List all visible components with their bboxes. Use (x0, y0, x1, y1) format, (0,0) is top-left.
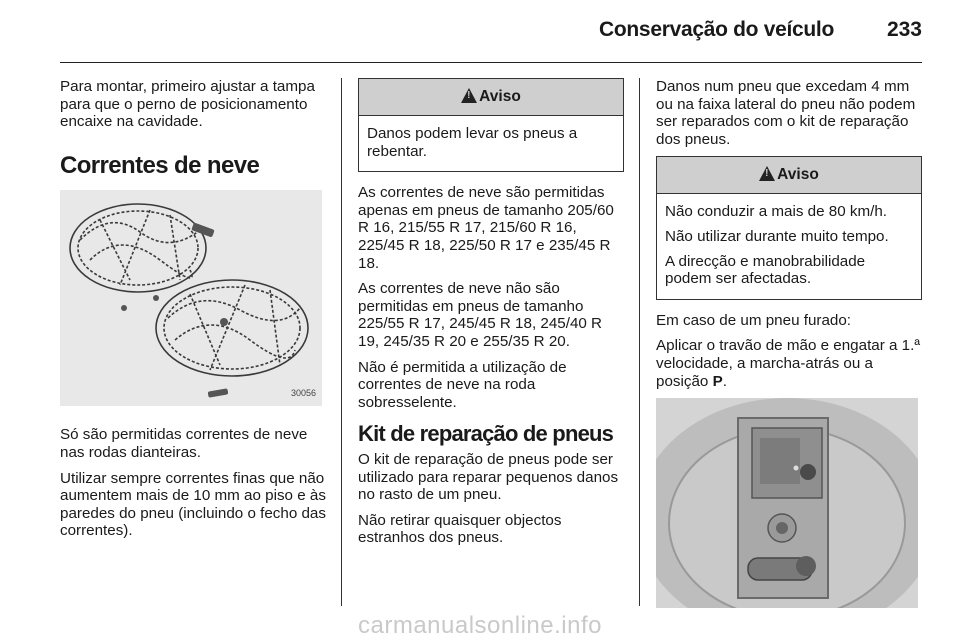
paragraph: Utilizar sempre correntes finas que não aumentem mais de 10 mm ao piso e às paredes do pneu (incluindo o fecho das correntes). (60, 469, 326, 540)
warning-header (657, 157, 921, 194)
paragraph: As correntes de neve são permitidas apenas em pneus de tamanho 205/60 R 16, 215/55 R 17, 215/60 R 16, 225/45 R 18, 225/50 R 17 e 235/45 R 18. (358, 184, 614, 272)
warning-body (657, 194, 921, 298)
paragraph: Não é permitida a utilização de correntes de neve na roda sobresselente. (358, 358, 567, 411)
warning-icon (759, 166, 775, 181)
page-number: 233 (886, 18, 922, 41)
warning-text: Danos podem levar os pneus a rebentar. (367, 125, 578, 160)
tyre-repair-kit-photo (656, 398, 918, 608)
column-divider (639, 78, 640, 606)
paragraph: As correntes de neve não são permitidas em pneus de tamanho 225/55 R 17, 245/45 R 18, 245/40 R 19, 245/35 R 20 e 255/35 R 20. (358, 280, 603, 350)
intro-paragraph: Para montar, primeiro ajustar a tampa para que o perno de posicionamento encaixe na cavidade. (60, 78, 315, 131)
paragraph (656, 337, 922, 390)
warning-title: Aviso (479, 88, 521, 105)
warning-icon (461, 88, 477, 103)
warning-line: Não conduzir a mais de 80 km/h. (665, 203, 888, 221)
paragraph: Não retirar quaisquer objectos estranhos dos pneus. (358, 511, 562, 547)
section-heading-tyre-repair-kit: Kit de reparação de pneus (358, 421, 614, 447)
trunk-kit-drawing (656, 398, 918, 608)
warning-box (358, 78, 624, 172)
warning-header (359, 79, 623, 116)
column-middle (358, 78, 624, 555)
warning-title: Aviso (777, 166, 819, 184)
watermark: carmanualsonline.info (358, 612, 602, 639)
column-divider (341, 78, 342, 606)
column-right (656, 78, 922, 608)
paragraph-text: Aplicar o travão de mão e engatar a 1.ª velocidade, a marcha-atrás ou a posição (656, 337, 920, 390)
warning-body (359, 116, 623, 171)
figure-number: 30056 (290, 387, 316, 398)
snow-chain-drawing (60, 190, 322, 406)
warning-line: Não utilizar durante muito tempo. (665, 227, 889, 245)
paragraph: O kit de reparação de pneus pode ser utilizado para reparar pequenos danos no rasto de um pneu. (358, 450, 619, 504)
gear-position-p: P (712, 372, 723, 390)
snow-chains-illustration (60, 190, 322, 406)
paragraph: Danos num pneu que excedam 4 mm ou na faixa lateral do pneu não podem ser reparados com o kit de reparação dos pneus. (656, 78, 916, 148)
column-left (60, 78, 326, 548)
paragraph: Em caso de um pneu furado: (656, 311, 852, 329)
warning-line: A direcção e manobrabilidade podem ser afectadas. (665, 252, 866, 288)
chapter-title: Conservação do veículo (599, 18, 834, 41)
warning-box (656, 156, 922, 299)
paragraph-text: . (722, 372, 727, 390)
paragraph: Só são permitidas correntes de neve nas rodas dianteiras. (60, 426, 308, 461)
page-header (60, 0, 922, 63)
section-heading-snow-chains: Correntes de neve (60, 151, 260, 179)
